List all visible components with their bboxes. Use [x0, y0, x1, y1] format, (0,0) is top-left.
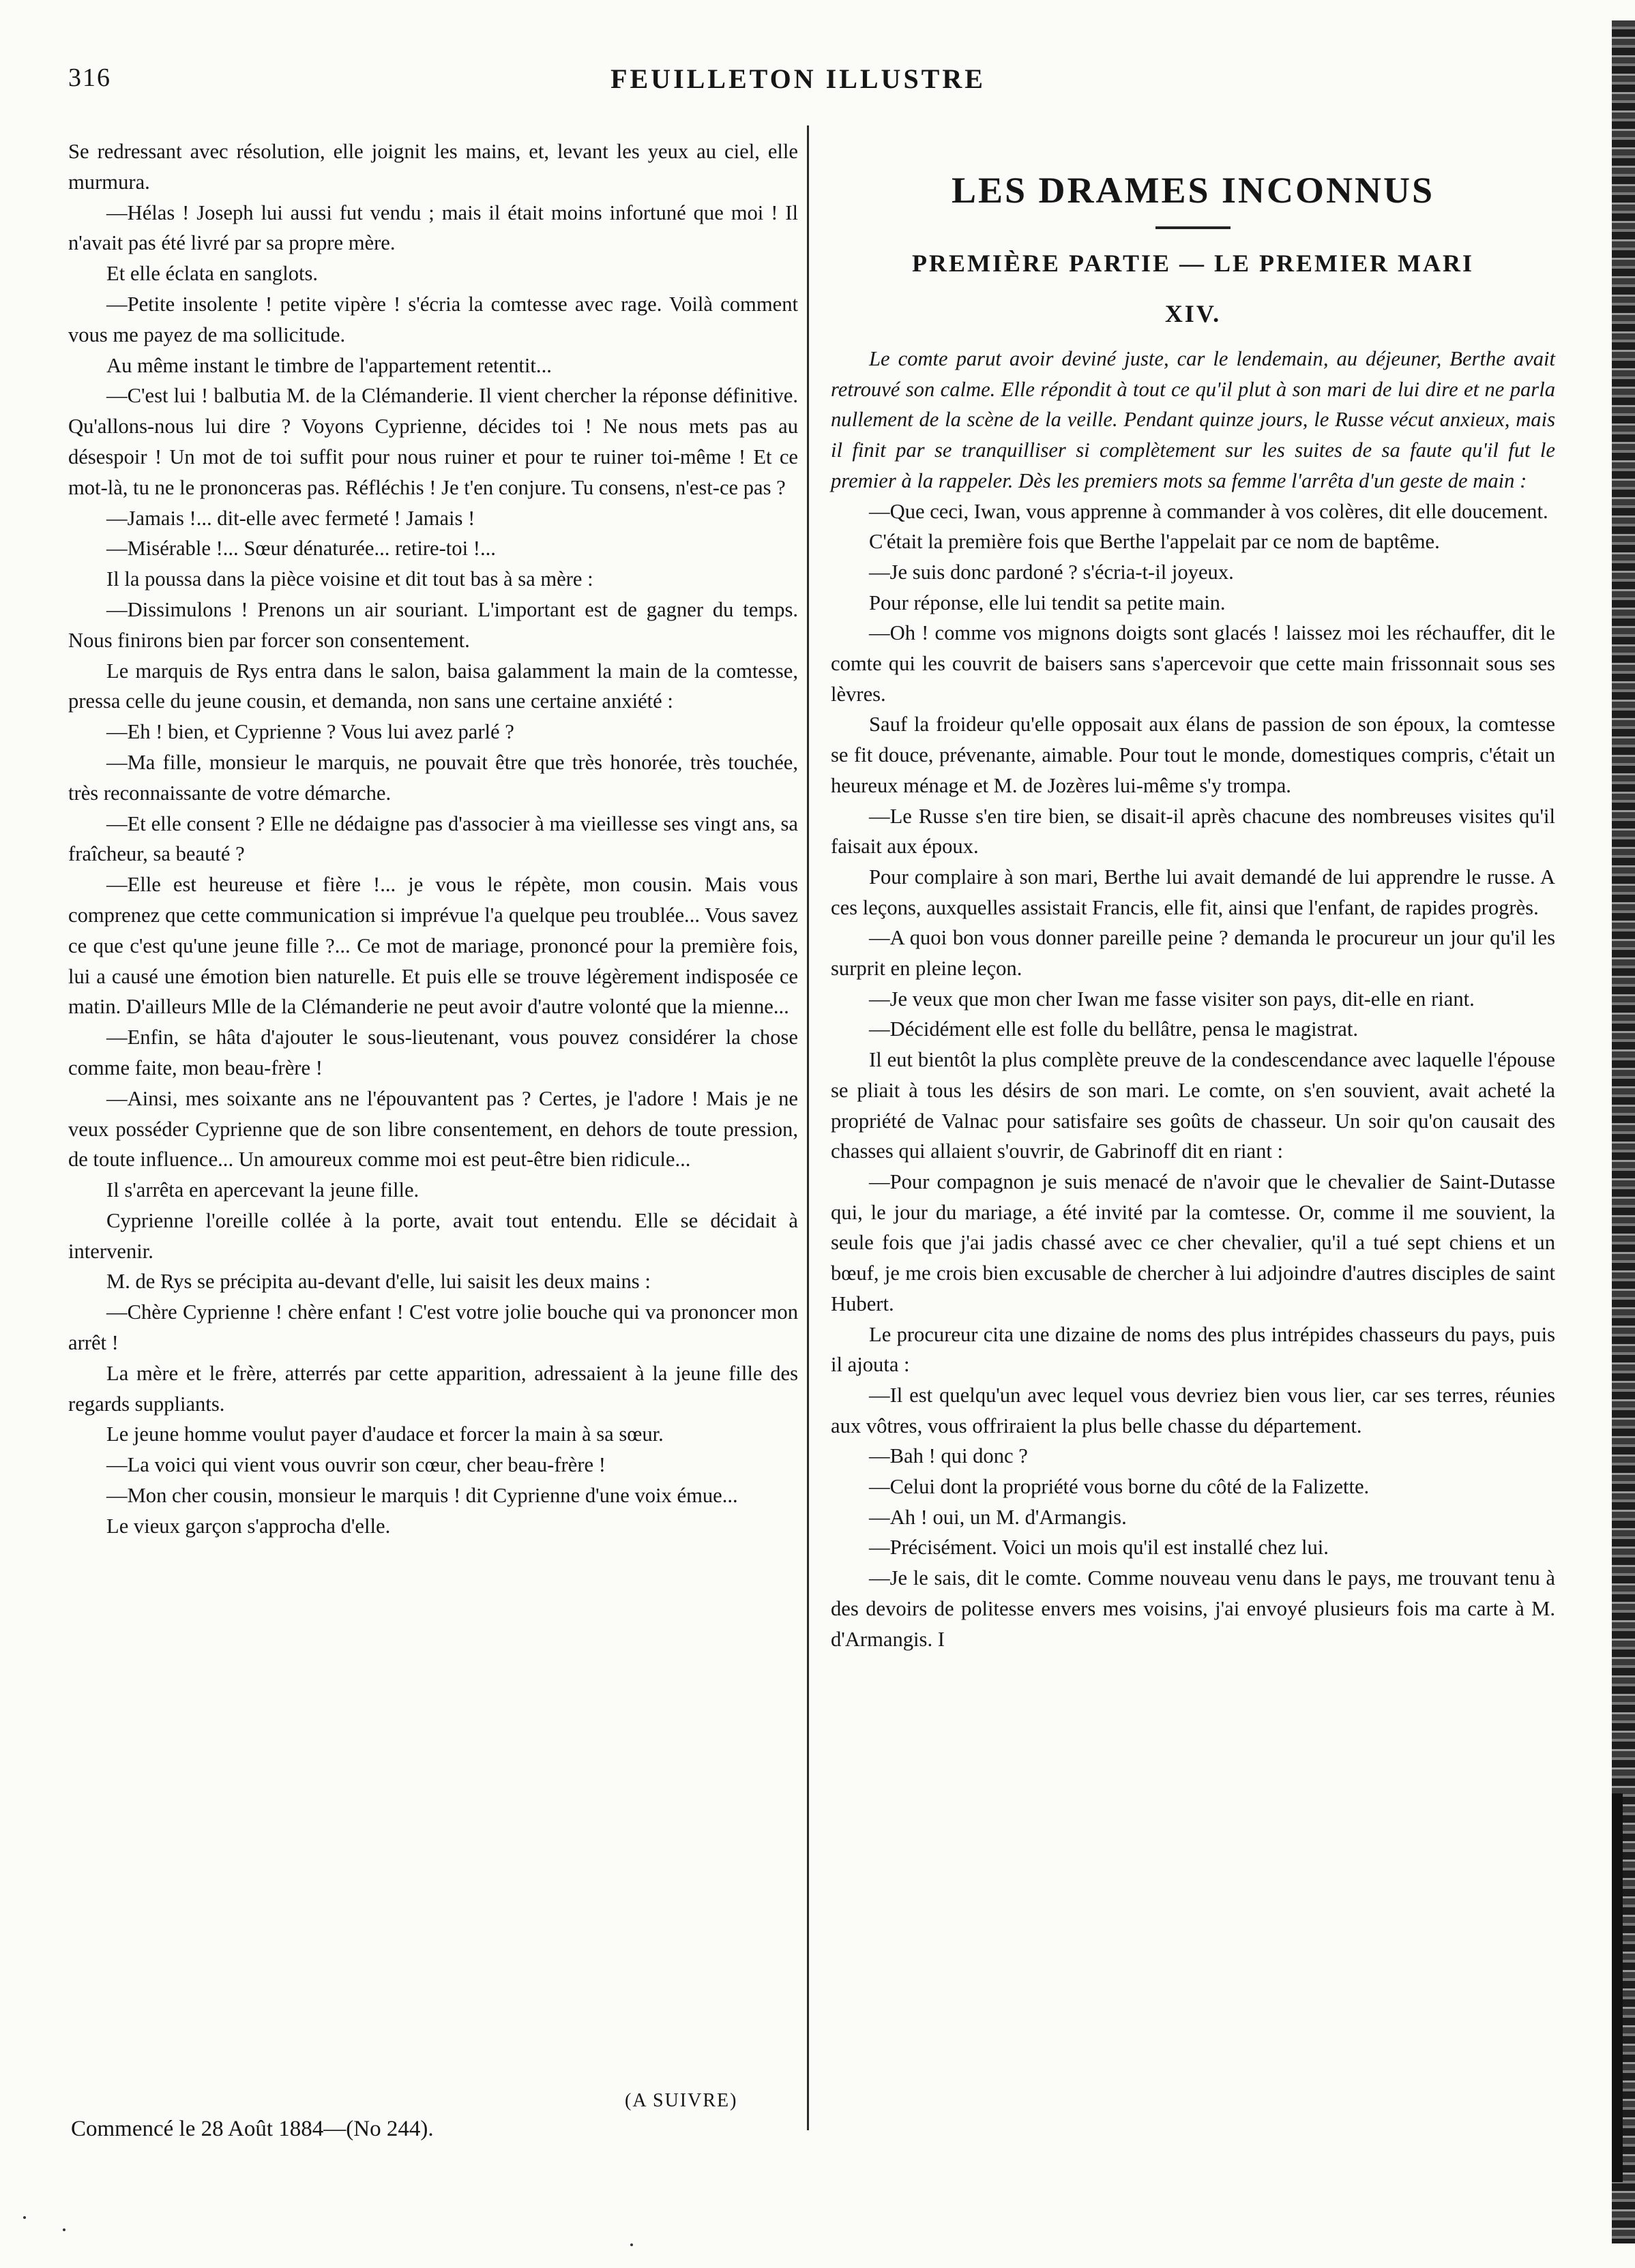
paragraph: C'était la première fois que Berthe l'appelait par ce nom de baptême.: [869, 530, 1440, 554]
paragraph: —Celui dont la propriété vous borne du côté de la Falizette.: [869, 1475, 1370, 1499]
page-header: [68, 63, 1528, 104]
paragraph: —Eh ! bien, et Cyprienne ? Vous lui avez parlé ?: [106, 720, 514, 744]
serial-title: LES DRAMES INCONNUS: [951, 170, 1435, 211]
paragraph: —Ah ! oui, un M. d'Armangis.: [869, 1505, 1127, 1529]
commence-note: Commencé le 28 Août 1884—(No 244).: [71, 2117, 434, 2141]
part-heading: PREMIÈRE PARTIE — LE PREMIER MARI: [911, 250, 1475, 277]
paragraph: —La voici qui vient vous ouvrir son cœur, cher beau-frère !: [106, 1453, 606, 1477]
paragraph: —Hélas ! Joseph lui aussi fut vendu ; mais il était moins infortuné que moi ! Il n'avait pas été livré par sa propre mère.: [68, 200, 798, 255]
paragraph: —Ma fille, monsieur le marquis, ne pouvait être que très honorée, très touchée, très reconnaissante de votre démarche.: [68, 750, 798, 805]
paragraph: Pour réponse, elle lui tendit sa petite main.: [869, 591, 1226, 614]
paragraph: —Petite insolente ! petite vipère ! s'écria la comtesse avec rage. Voilà comment vous me payez de ma sollicitude.: [68, 292, 798, 346]
paragraph: —Chère Cyprienne ! chère enfant ! C'est votre jolie bouche qui va prononcer mon arrêt !: [68, 1300, 798, 1355]
paragraph: —Misérable !... Sœur dénaturée... retire-toi !...: [106, 537, 496, 561]
left-column: [68, 136, 798, 1542]
page-number: 316: [68, 63, 111, 92]
paragraph: Au même instant le timbre de l'appartement retentit...: [106, 353, 552, 377]
paragraph: —A quoi bon vous donner pareille peine ? demanda le procureur un jour qu'il les surprit en pleine leçon.: [831, 926, 1555, 981]
paragraph: Il la poussa dans la pièce voisine et dit tout bas à sa mère :: [106, 567, 593, 591]
paragraph: —Dissimulons ! Prenons un air souriant. L'important est de gagner du temps. Nous finirons bien par forcer son consentement.: [68, 597, 798, 652]
paragraph: —Le Russe s'en tire bien, se disait-il après chacune des nombreuses visites qu'il faisait aux époux.: [831, 804, 1555, 859]
paragraph: Pour complaire à son mari, Berthe lui avait demandé de lui apprendre le russe. A ces leçons, auxquelles assistait Francis, elle fit, ainsi que l'enfant, de rapides progrès.: [831, 865, 1555, 919]
scan-edge-shadow: [1612, 1793, 1623, 2182]
title-rule: [1155, 226, 1231, 229]
journal-title: FEUILLETON ILLUSTRE: [610, 63, 986, 94]
paragraph: Se redressant avec résolution, elle joignit les mains, et, levant les yeux au ciel, elle murmura.: [68, 140, 798, 194]
paragraph: Et elle éclata en sanglots.: [106, 262, 319, 286]
paragraph: —C'est lui ! balbutia M. de la Clémanderie. Il vient chercher la réponse définitive. Qu'allons-nous lui dire ? Voyons Cyprienne, décides toi ! Ne nous mets pas au désespoir ! Un mot de toi suffit pour nous ruiner et pour te ruiner toi-même ! Et ce mot-là, tu ne le prononceras pas. Réfléchis ! Je t'en conjure. Tu consens, n'est-ce pas ?: [68, 384, 798, 499]
paragraph: Le comte parut avoir deviné juste, car le lendemain, au déjeuner, Berthe avait retrouvé son calme. Elle répondit à tout ce qu'il plut à son mari de lui dire et ne parla nullement de la scène de la veille. Pendant quinze jours, le Russe vécut anxieux, mais il finit par se tranquilliser si complètement sur les suites de sa faute qu'il fut le premier à la rappeler. Dès les premiers mots sa femme l'arrêta d'un geste de main :: [831, 347, 1555, 492]
paragraph: —Mon cher cousin, monsieur le marquis ! dit Cyprienne d'une voix émue...: [106, 1484, 738, 1508]
paragraph: —Je le sais, dit le comte. Comme nouveau venu dans le pays, me trouvant tenu à des devoirs de politesse envers mes voisins, j'ai envoyé plusieurs fois ma carte à M. d'Armangis. I: [831, 1566, 1555, 1651]
to-be-continued: (A SUIVRE): [625, 2090, 738, 2111]
paragraph: —Décidément elle est folle du bellâtre, pensa le magistrat.: [869, 1017, 1358, 1041]
paragraph: —Je veux que mon cher Iwan me fasse visiter son pays, dit-elle en riant.: [869, 987, 1475, 1011]
paragraph: M. de Rys se précipita au-devant d'elle, lui saisit les deux mains :: [106, 1270, 651, 1294]
column-divider: [807, 125, 809, 2130]
scan-speck: [23, 2216, 26, 2219]
paragraph: —Ainsi, mes soixante ans ne l'épouvantent pas ? Certes, je l'adore ! Mais je ne veux posséder Cyprienne que de son libre consentement, en dehors de toute pression, de toute influence... Un amoureux comme moi est peut-être bien ridicule...: [68, 1086, 798, 1172]
paragraph: —Précisément. Voici un mois qu'il est installé chez lui.: [869, 1536, 1329, 1560]
paragraph: Il s'arrêta en apercevant la jeune fille.: [106, 1178, 419, 1202]
paragraph: —Et elle consent ? Elle ne dédaigne pas d'associer à ma vieillesse ses vingt ans, sa fraîcheur, sa beauté ?: [68, 811, 798, 866]
paragraph: —Oh ! comme vos mignons doigts sont glacés ! laissez moi les réchauffer, dit le comte qui les couvrit de baisers sans s'apercevoir que cette main frissonnait sous ses lèvres.: [831, 621, 1555, 706]
scan-speck: [63, 2228, 65, 2231]
chapter-heading: XIV.: [1164, 300, 1222, 327]
paragraph: Le procureur cita une dizaine de noms des plus intrépides chasseurs du pays, puis il ajouta :: [831, 1322, 1555, 1377]
paragraph: —Il est quelqu'un avec lequel vous devriez bien vous lier, car ses terres, réunies aux vôtres, vous offriraient la plus belle chasse du département.: [831, 1383, 1555, 1437]
paragraph: La mère et le frère, atterrés par cette apparition, adressaient à la jeune fille des regards suppliants.: [68, 1361, 798, 1416]
paragraph: —Jamais !... dit-elle avec fermeté ! Jamais !: [106, 506, 475, 530]
paragraph: —Que ceci, Iwan, vous apprenne à commander à vos colères, dit elle doucement.: [869, 499, 1548, 523]
paragraph: Cyprienne l'oreille collée à la porte, avait tout entendu. Elle se décidait à intervenir.: [68, 1208, 798, 1263]
paragraph: Le jeune homme voulut payer d'audace et forcer la main à sa sœur.: [106, 1422, 664, 1446]
paragraph: —Enfin, se hâta d'ajouter le sous-lieutenant, vous pouvez considérer la chose comme faite, mon beau-frère !: [68, 1026, 798, 1079]
paragraph: Il eut bientôt la plus complète preuve de la condescendance avec laquelle l'épouse se pliait à tous les désirs de son mari. Le comte, on s'en souvient, avait acheté la propriété de Valnac pour satisfaire ses goûts de chasseur. Un soir qu'on causait des chasses qui allaient s'ouvrir, de Gabrinoff dit en riant :: [831, 1048, 1555, 1163]
paragraph: Le vieux garçon s'approcha d'elle.: [106, 1514, 391, 1538]
right-column: [831, 169, 1555, 1654]
paragraph: —Bah ! qui donc ?: [869, 1444, 1028, 1468]
paragraph: —Pour compagnon je suis menacé de n'avoir que le chevalier de Saint-Dutasse qui, le jour du mariage, a été invité par la comtesse. Or, comme il me souvient, la seule fois que j'ai jadis chassé avec ce cher chevalier, qu'il a tué sept chiens et un bœuf, je me crois bien excusable de chercher à lui adjoindre d'autres disciples de saint Hubert.: [831, 1169, 1555, 1315]
paragraph: Le marquis de Rys entra dans le salon, baisa galamment la main de la comtesse, pressa celle du jeune cousin, et demanda, non sans une certaine anxiété :: [68, 659, 798, 713]
paragraph: Sauf la froideur qu'elle opposait aux élans de passion de son époux, la comtesse se fit douce, prévenante, aimable. Pour tout le monde, domestiques compris, c'était un heureux ménage et M. de Jozères lui-même s'y trompa.: [831, 713, 1555, 797]
paragraph: —Elle est heureuse et fière !... je vous le répète, mon cousin. Mais vous comprenez que cette communication si imprévue l'a quelque peu troublée... Vous savez ce que c'est qu'une jeune fille ?... Ce mot de mariage, prononcé pour la première fois, lui a causé une émotion bien naturelle. Et puis elle se trouve légèrement indisposée ce matin. D'ailleurs Mlle de la Clémanderie ne peut avoir d'autre volonté que la mienne...: [68, 873, 798, 1019]
paragraph: —Je suis donc pardoné ? s'écria-t-il joyeux.: [869, 560, 1234, 584]
scan-speck: [630, 2243, 633, 2246]
